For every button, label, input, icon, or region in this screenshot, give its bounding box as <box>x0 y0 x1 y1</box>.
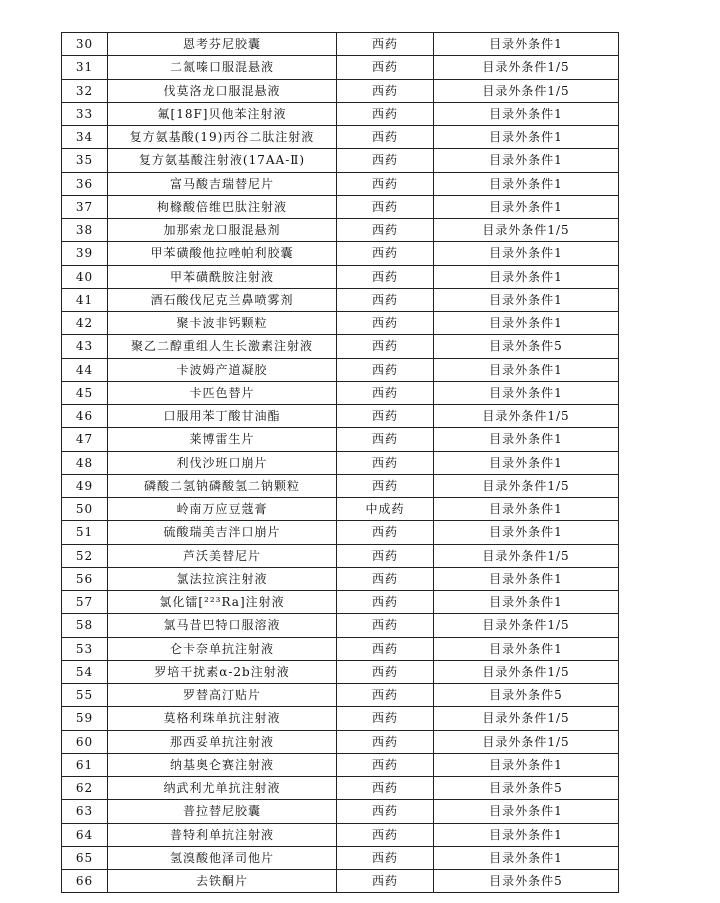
drug-type-cell: 西药 <box>337 800 434 823</box>
condition-cell: 目录外条件1/5 <box>434 474 619 497</box>
row-number-cell: 37 <box>62 195 108 218</box>
drug-name-cell: 氯化镭[²²³Ra]注射液 <box>108 591 337 614</box>
condition-cell: 目录外条件1 <box>434 498 619 521</box>
row-number-cell: 40 <box>62 265 108 288</box>
table-row <box>62 800 619 823</box>
drug-name-cell: 聚卡波非钙颗粒 <box>108 312 337 335</box>
drug-name-cell: 卡波姆产道凝胶 <box>108 358 337 381</box>
table-row <box>62 474 619 497</box>
drug-name-cell: 氢溴酸他泽司他片 <box>108 846 337 869</box>
condition-cell: 目录外条件1 <box>434 846 619 869</box>
drug-name-cell: 硫酸瑞美吉泮口崩片 <box>108 521 337 544</box>
row-number-cell: 44 <box>62 358 108 381</box>
drug-type-cell: 西药 <box>337 149 434 172</box>
row-number-cell: 45 <box>62 381 108 404</box>
drug-type-cell: 西药 <box>337 102 434 125</box>
drug-type-cell: 西药 <box>337 335 434 358</box>
drug-name-cell: 莫格利珠单抗注射液 <box>108 707 337 730</box>
drug-type-cell: 西药 <box>337 637 434 660</box>
drug-type-cell: 西药 <box>337 242 434 265</box>
drug-name-cell: 氯马昔巴特口服溶液 <box>108 614 337 637</box>
condition-cell: 目录外条件1/5 <box>434 660 619 683</box>
drug-name-cell: 伐莫洛龙口服混悬液 <box>108 79 337 102</box>
drug-type-cell: 西药 <box>337 521 434 544</box>
condition-cell: 目录外条件1 <box>434 381 619 404</box>
condition-cell: 目录外条件1 <box>434 288 619 311</box>
drug-name-cell: 卡匹色替片 <box>108 381 337 404</box>
drug-name-cell: 去铁酮片 <box>108 870 337 893</box>
table-row <box>62 777 619 800</box>
drug-type-cell: 西药 <box>337 567 434 590</box>
condition-cell: 目录外条件1 <box>434 149 619 172</box>
table-row <box>62 242 619 265</box>
drug-name-cell: 口服用苯丁酸甘油酯 <box>108 405 337 428</box>
row-number-cell: 33 <box>62 102 108 125</box>
drug-name-cell: 氟[18F]贝他苯注射液 <box>108 102 337 125</box>
table-row <box>62 660 619 683</box>
drug-type-cell: 西药 <box>337 777 434 800</box>
drug-name-cell: 纳武利尤单抗注射液 <box>108 777 337 800</box>
row-number-cell: 57 <box>62 591 108 614</box>
drug-name-cell: 普特利单抗注射液 <box>108 823 337 846</box>
condition-cell: 目录外条件1/5 <box>434 707 619 730</box>
row-number-cell: 56 <box>62 567 108 590</box>
row-number-cell: 34 <box>62 126 108 149</box>
table-row <box>62 707 619 730</box>
drug-type-cell: 西药 <box>337 684 434 707</box>
drug-name-cell: 那西妥单抗注射液 <box>108 730 337 753</box>
row-number-cell: 66 <box>62 870 108 893</box>
drug-type-cell: 西药 <box>337 846 434 869</box>
table-row <box>62 498 619 521</box>
condition-cell: 目录外条件1 <box>434 358 619 381</box>
row-number-cell: 54 <box>62 660 108 683</box>
row-number-cell: 64 <box>62 823 108 846</box>
condition-cell: 目录外条件5 <box>434 777 619 800</box>
row-number-cell: 53 <box>62 637 108 660</box>
drug-type-cell: 西药 <box>337 428 434 451</box>
row-number-cell: 65 <box>62 846 108 869</box>
condition-cell: 目录外条件1/5 <box>434 405 619 428</box>
table-row <box>62 823 619 846</box>
drug-name-cell: 加那索龙口服混悬剂 <box>108 219 337 242</box>
table-row <box>62 428 619 451</box>
row-number-cell: 38 <box>62 219 108 242</box>
table-row <box>62 381 619 404</box>
table-row <box>62 195 619 218</box>
drug-name-cell: 甲苯磺酰胺注射液 <box>108 265 337 288</box>
drug-type-cell: 西药 <box>337 312 434 335</box>
condition-cell: 目录外条件1 <box>434 33 619 56</box>
drug-name-cell: 芦沃美替尼片 <box>108 544 337 567</box>
table-row <box>62 79 619 102</box>
row-number-cell: 36 <box>62 172 108 195</box>
drug-name-cell: 聚乙二醇重组人生长激素注射液 <box>108 335 337 358</box>
table-row <box>62 102 619 125</box>
row-number-cell: 50 <box>62 498 108 521</box>
drug-type-cell: 西药 <box>337 288 434 311</box>
drug-type-cell: 西药 <box>337 265 434 288</box>
table-row <box>62 312 619 335</box>
row-number-cell: 47 <box>62 428 108 451</box>
table-row <box>62 637 619 660</box>
condition-cell: 目录外条件1/5 <box>434 219 619 242</box>
drug-type-cell: 西药 <box>337 79 434 102</box>
table-row <box>62 521 619 544</box>
table-row <box>62 567 619 590</box>
drug-name-cell: 枸橼酸倍维巴肽注射液 <box>108 195 337 218</box>
drug-type-cell: 西药 <box>337 195 434 218</box>
table-row <box>62 405 619 428</box>
condition-cell: 目录外条件1 <box>434 195 619 218</box>
table-row <box>62 149 619 172</box>
condition-cell: 目录外条件1 <box>434 172 619 195</box>
condition-cell: 目录外条件1/5 <box>434 79 619 102</box>
row-number-cell: 39 <box>62 242 108 265</box>
drug-name-cell: 普拉替尼胶囊 <box>108 800 337 823</box>
drug-name-cell: 仑卡奈单抗注射液 <box>108 637 337 660</box>
table-row <box>62 56 619 79</box>
row-number-cell: 51 <box>62 521 108 544</box>
table-row <box>62 846 619 869</box>
drug-name-cell: 氯法拉滨注射液 <box>108 567 337 590</box>
drug-name-cell: 莱博雷生片 <box>108 428 337 451</box>
condition-cell: 目录外条件1/5 <box>434 544 619 567</box>
drug-name-cell: 复方氨基酸注射液(17AA-Ⅱ) <box>108 149 337 172</box>
row-number-cell: 59 <box>62 707 108 730</box>
condition-cell: 目录外条件1 <box>434 451 619 474</box>
drug-type-cell: 西药 <box>337 544 434 567</box>
table-row <box>62 753 619 776</box>
drug-type-cell: 西药 <box>337 660 434 683</box>
condition-cell: 目录外条件5 <box>434 870 619 893</box>
drug-type-cell: 西药 <box>337 707 434 730</box>
table-body <box>62 33 619 893</box>
drug-type-cell: 西药 <box>337 219 434 242</box>
drug-name-cell: 纳基奥仑赛注射液 <box>108 753 337 776</box>
table-row <box>62 265 619 288</box>
row-number-cell: 61 <box>62 753 108 776</box>
row-number-cell: 58 <box>62 614 108 637</box>
condition-cell: 目录外条件1 <box>434 126 619 149</box>
table-row <box>62 358 619 381</box>
row-number-cell: 62 <box>62 777 108 800</box>
row-number-cell: 48 <box>62 451 108 474</box>
condition-cell: 目录外条件1 <box>434 102 619 125</box>
row-number-cell: 35 <box>62 149 108 172</box>
drug-type-cell: 西药 <box>337 405 434 428</box>
condition-cell: 目录外条件1 <box>434 567 619 590</box>
drug-type-cell: 西药 <box>337 730 434 753</box>
condition-cell: 目录外条件1 <box>434 823 619 846</box>
condition-cell: 目录外条件1 <box>434 753 619 776</box>
drug-list-table <box>61 32 619 893</box>
table-row <box>62 33 619 56</box>
drug-name-cell: 富马酸吉瑞替尼片 <box>108 172 337 195</box>
drug-name-cell: 甲苯磺酸他拉唑帕利胶囊 <box>108 242 337 265</box>
drug-type-cell: 中成药 <box>337 498 434 521</box>
drug-name-cell: 罗替高汀贴片 <box>108 684 337 707</box>
table-row <box>62 172 619 195</box>
drug-type-cell: 西药 <box>337 172 434 195</box>
condition-cell: 目录外条件5 <box>434 335 619 358</box>
drug-type-cell: 西药 <box>337 33 434 56</box>
row-number-cell: 46 <box>62 405 108 428</box>
condition-cell: 目录外条件1/5 <box>434 614 619 637</box>
condition-cell: 目录外条件1 <box>434 521 619 544</box>
condition-cell: 目录外条件1 <box>434 428 619 451</box>
condition-cell: 目录外条件1 <box>434 591 619 614</box>
row-number-cell: 49 <box>62 474 108 497</box>
table-row <box>62 451 619 474</box>
drug-type-cell: 西药 <box>337 381 434 404</box>
table-row <box>62 288 619 311</box>
drug-type-cell: 西药 <box>337 451 434 474</box>
drug-name-cell: 恩考芬尼胶囊 <box>108 33 337 56</box>
drug-name-cell: 酒石酸伐尼克兰鼻喷雾剂 <box>108 288 337 311</box>
drug-type-cell: 西药 <box>337 56 434 79</box>
condition-cell: 目录外条件1 <box>434 800 619 823</box>
row-number-cell: 30 <box>62 33 108 56</box>
row-number-cell: 52 <box>62 544 108 567</box>
condition-cell: 目录外条件1 <box>434 242 619 265</box>
table-row <box>62 870 619 893</box>
drug-name-cell: 利伐沙班口崩片 <box>108 451 337 474</box>
condition-cell: 目录外条件5 <box>434 684 619 707</box>
table-row <box>62 684 619 707</box>
row-number-cell: 63 <box>62 800 108 823</box>
drug-type-cell: 西药 <box>337 474 434 497</box>
table-row <box>62 614 619 637</box>
condition-cell: 目录外条件1 <box>434 312 619 335</box>
condition-cell: 目录外条件1/5 <box>434 56 619 79</box>
drug-type-cell: 西药 <box>337 126 434 149</box>
row-number-cell: 60 <box>62 730 108 753</box>
table-row <box>62 591 619 614</box>
row-number-cell: 42 <box>62 312 108 335</box>
table-row <box>62 544 619 567</box>
drug-type-cell: 西药 <box>337 591 434 614</box>
drug-type-cell: 西药 <box>337 614 434 637</box>
condition-cell: 目录外条件1/5 <box>434 730 619 753</box>
condition-cell: 目录外条件1 <box>434 637 619 660</box>
drug-type-cell: 西药 <box>337 870 434 893</box>
drug-name-cell: 岭南万应豆蔻膏 <box>108 498 337 521</box>
condition-cell: 目录外条件1 <box>434 265 619 288</box>
row-number-cell: 32 <box>62 79 108 102</box>
row-number-cell: 55 <box>62 684 108 707</box>
table-row <box>62 335 619 358</box>
drug-type-cell: 西药 <box>337 823 434 846</box>
table-row <box>62 126 619 149</box>
row-number-cell: 41 <box>62 288 108 311</box>
table-row <box>62 219 619 242</box>
drug-name-cell: 复方氨基酸(19)丙谷二肽注射液 <box>108 126 337 149</box>
row-number-cell: 31 <box>62 56 108 79</box>
drug-name-cell: 二氮嗪口服混悬液 <box>108 56 337 79</box>
drug-name-cell: 磷酸二氢钠磷酸氢二钠颗粒 <box>108 474 337 497</box>
row-number-cell: 43 <box>62 335 108 358</box>
drug-type-cell: 西药 <box>337 358 434 381</box>
table-row <box>62 730 619 753</box>
drug-type-cell: 西药 <box>337 753 434 776</box>
drug-name-cell: 罗培干扰素α-2b注射液 <box>108 660 337 683</box>
